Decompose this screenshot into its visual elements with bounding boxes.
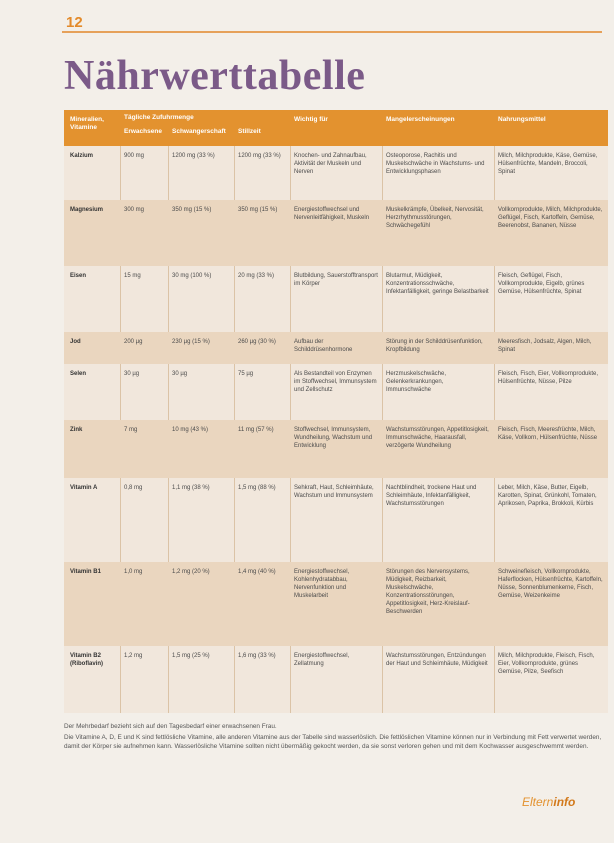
row-pregnancy: 30 mg (100 %) [172,273,212,279]
row-important: Knochen- und Zahnaufbau, Aktivität der Muskeln und Nerven [294,153,367,175]
row-deficiency: Wachstumsstörungen, Appetitlosigkeit, Immunschwäche, Haarausfall, verzögerte Wundheilung [386,427,489,449]
brand-logo [522,795,575,809]
row-foods: Fleisch, Fisch, Eier, Vollkornprodukte, Hülsenfrüchte, Nüsse, Pilze [498,371,599,385]
row-pregnancy: 10 mg (43 %) [172,427,209,433]
row-adult: 200 µg [124,339,143,345]
header-important-for: Wichtig für [294,116,328,123]
row-lactation: 1,5 mg (88 %) [238,485,276,491]
header-minerals-vitamins: Mineralien, Vitamine [70,116,104,131]
row-foods: Milch, Milchprodukte, Käse, Gemüse, Hülsenfrüchte, Mandeln, Broccoli, Spinat [498,153,598,175]
row-lactation: 20 mg (33 %) [238,273,275,279]
row-name: Kalzium [70,153,94,159]
row-name: Eisen [70,273,87,279]
row-pregnancy: 350 mg (15 %) [172,207,212,213]
row-important: Energiestoffwechsel, Kohlenhydratabbau, Nervenfunktion und Muskelarbeit [294,569,350,599]
row-adult: 300 mg [124,207,145,213]
row-adult: 30 µg [124,371,140,377]
row-deficiency: Störungen des Nervensystems, Müdigkeit, Reizbarkeit, Muskelschwäche, Konzentrationsstörungen, Appetitlosigkeit, Herz-Kreislauf-Beschwerden [386,569,470,615]
row-name: Jod [70,339,81,345]
row-pregnancy: 1,1 mg (38 %) [172,485,210,491]
header-pregnancy: Schwangerschaft [172,128,226,135]
row-adult: 900 mg [124,153,145,159]
row-name: Vitamin B1 [70,569,101,575]
row-lactation: 75 µg [238,371,254,377]
table-header [64,110,608,146]
row-important: Energiestoffwechsel, Zellatmung [294,653,350,667]
row-foods: Vollkornprodukte, Milch, Milchprodukte, Geflügel, Fisch, Kartoffeln, Gemüse, Beerenobst, Bananen, Nüsse [498,207,603,229]
row-lactation: 260 µg (30 %) [238,339,276,345]
table-row [64,562,608,646]
table-row [64,420,608,478]
row-pregnancy: 1200 mg (33 %) [172,153,215,159]
row-adult: 15 mg [124,273,141,279]
row-name: Zink [70,427,83,433]
row-deficiency: Nachtblindheit, trockene Haut und Schleimhäute, Infektanfälligkeit, Wachstumsstörungen [386,485,477,507]
table-row [64,364,608,420]
row-name: Vitamin A [70,485,98,491]
row-name: Vitamin B2 (Riboflavin) [70,653,103,667]
nutrition-table [64,110,608,713]
row-lactation: 1200 mg (33 %) [238,153,281,159]
row-deficiency: Osteoporose, Rachitis und Muskelschwäche in Wachstums- und Entwicklungsphasen [386,153,485,175]
page-title: Nährwerttabelle [64,53,366,99]
row-pregnancy: 1,5 mg (25 %) [172,653,210,659]
row-important: Als Bestandteil von Enzymen im Stoffwechsel, Immunsystem und Zellschutz [294,371,377,393]
row-foods: Fleisch, Geflügel, Fisch, Vollkornprodukte, Eigelb, grünes Gemüse, Hülsenfrüchte, Spinat [498,273,585,295]
row-name: Selen [70,371,87,377]
row-deficiency: Herzmuskelschwäche, Gelenkerkrankungen, Immunschwäche [386,371,447,393]
row-important: Aufbau der Schilddrüsenhormone [294,339,353,353]
table-row [64,266,608,332]
brand-logo-part-b: info [553,795,576,809]
page-number: 12 [66,14,83,31]
row-foods: Fleisch, Fisch, Meeresfrüchte, Milch, Käse, Vollkorn, Hülsenfrüchte, Nüsse [498,427,598,441]
row-foods: Schweinefleisch, Vollkornprodukte, Haferflocken, Hülsenfrüchte, Kartoffeln, Nüsse, Sonnenblumenkerne, Fisch, Gemüse, Weizenkeime [498,569,603,599]
header-deficiency: Mangelerscheinungen [386,116,455,123]
row-lactation: 1,4 mg (40 %) [238,569,276,575]
row-deficiency: Muskelkrämpfe, Übelkeit, Nervosität, Herzrhythmusstörungen, Schwächegefühl [386,207,484,229]
row-foods: Milch, Milchprodukte, Fleisch, Fisch, Eier, Vollkornprodukte, grünes Gemüse, Pilze, Seefisch [498,653,595,675]
row-adult: 1,2 mg [124,653,143,659]
table-row [64,332,608,364]
row-deficiency: Wachstumsstörungen, Entzündungen der Haut und Schleimhäute, Müdigkeit [386,653,488,667]
row-adult: 1,0 mg [124,569,143,575]
row-important: Blutbildung, Sauerstofftransport im Körper [294,273,378,287]
header-adults: Erwachsene [124,128,162,135]
row-lactation: 11 mg (57 %) [238,427,274,433]
row-deficiency: Störung in der Schilddrüsenfunktion, Kropfbildung [386,339,483,353]
row-adult: 7 mg [124,427,138,433]
footnote-2: Die Vitamine A, D, E und K sind fettlösliche Vitamine, alle anderen Vitamine aus der Tabelle sind wasserlöslich. Die fettlöslichen Vitamine können nur in Verbindung mit Fett verwertet werden, damit der Körper sie aufnehmen kann. Wasserlösliche Vitamine sollten nicht übermäßig gekocht werden, da sie sonst verloren gehen und mit dem Kochwasser ausgeschwemmt werden. [64,734,602,750]
row-lactation: 1,6 mg (33 %) [238,653,276,659]
footnote-1: Der Mehrbedarf bezieht sich auf den Tagesbedarf einer erwachsenen Frau. [64,723,277,730]
table-row [64,200,608,266]
brand-logo-part-a: Eltern [522,795,554,809]
row-name: Magnesium [70,207,104,213]
row-pregnancy: 1,2 mg (20 %) [172,569,210,575]
row-pregnancy: 30 µg [172,371,188,377]
header-lactation: Stillzeit [238,128,261,135]
table-row [64,478,608,562]
row-important: Energiestoffwechsel und Nervenleitfähigkeit, Muskeln [294,207,370,221]
row-lactation: 350 mg (15 %) [238,207,278,213]
row-foods: Leber, Milch, Käse, Butter, Eigelb, Karotten, Spinat, Grünkohl, Tomaten, Aprikosen, Paprika, Brokkoli, Kürbis [498,485,597,507]
row-important: Sehkraft, Haut, Schleimhäute, Wachstum und Immunsystem [294,485,374,499]
row-foods: Meeresfisch, Jodsalz, Algen, Milch, Spinat [498,339,592,353]
table-row [64,646,608,713]
header-daily-intake: Tägliche Zufuhrmenge [124,114,194,121]
header-foods: Nahrungsmittel [498,116,546,123]
top-rule [62,31,602,33]
table-row [64,146,608,200]
row-pregnancy: 230 µg (15 %) [172,339,210,345]
row-important: Stoffwechsel, Immunsystem, Wundheilung, Wachstum und Entwicklung [294,427,373,449]
row-deficiency: Blutarmut, Müdigkeit, Konzentrationsschwäche, Infektanfälligkeit, geringe Belastbarkeit [386,273,489,295]
row-adult: 0,8 mg [124,485,143,491]
